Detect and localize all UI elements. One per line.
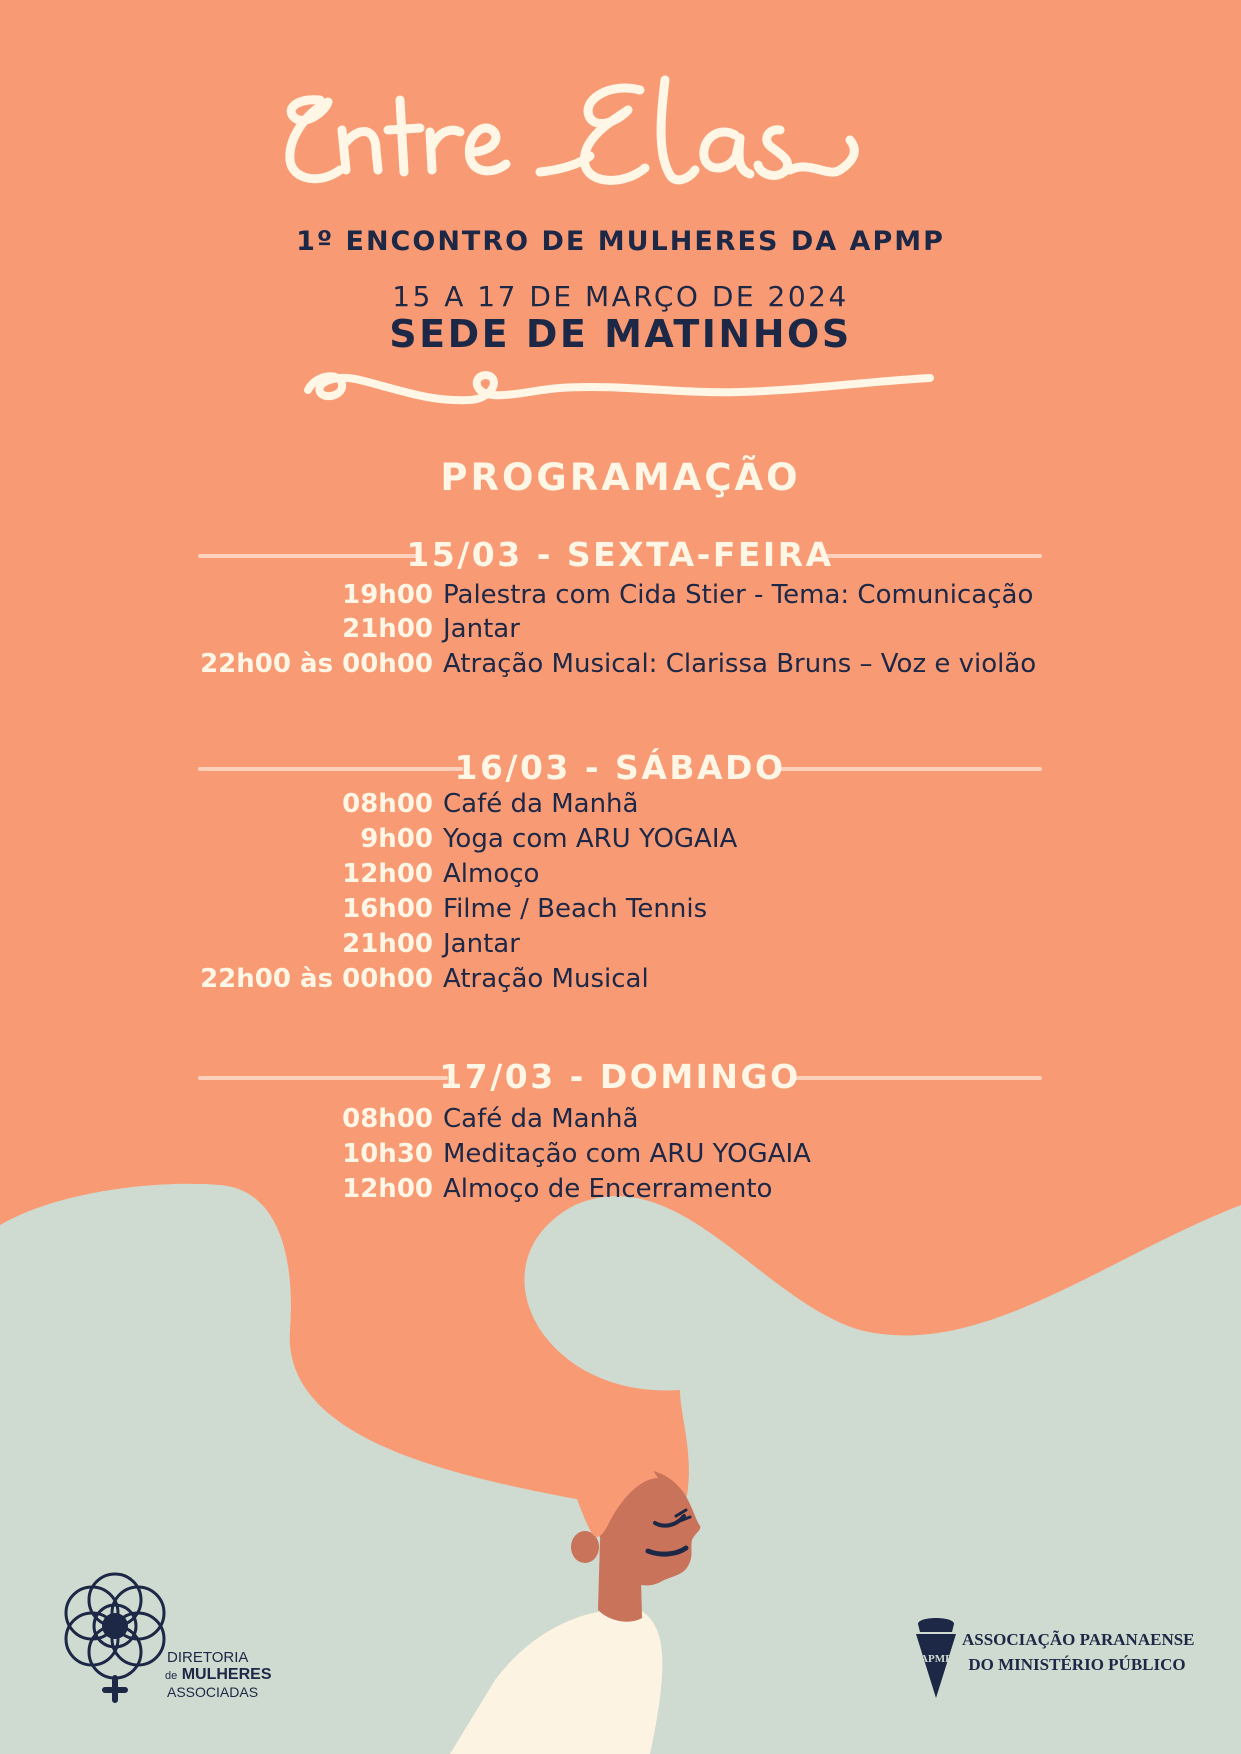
- event-venue: SEDE DE MATINHOS: [389, 312, 852, 356]
- event-time: 21h00: [342, 929, 433, 959]
- logo-text-mulheres-word: MULHERES: [181, 1666, 272, 1683]
- schedule-row: [0, 927, 1241, 962]
- day-label: 17/03 - DOMINGO: [439, 1057, 801, 1096]
- event-time: 08h00: [342, 1104, 433, 1134]
- flower-of-life-venus-icon: [55, 1570, 178, 1705]
- day-label: 15/03 - SEXTA-FEIRA: [406, 535, 834, 574]
- day-label: 16/03 - SÁBADO: [454, 748, 786, 787]
- time-separator: às: [300, 649, 334, 679]
- schedule-row: [0, 822, 1241, 857]
- diretoria-logo: [55, 1565, 285, 1705]
- event-time-range: [200, 962, 433, 997]
- apmp-logo: [912, 1610, 1195, 1700]
- schedule-row: [0, 1172, 1241, 1207]
- schedule-row: [0, 962, 1241, 997]
- apmp-emblem-icon: [912, 1610, 960, 1700]
- event-time: 12h00: [342, 1174, 433, 1204]
- apmp-name-line1: ASSOCIAÇÃO PARANAENSE: [962, 1630, 1195, 1649]
- time-separator: às: [300, 964, 334, 994]
- event-time: 9h00: [360, 824, 433, 854]
- day-header: [198, 746, 1042, 790]
- logo-text-diretoria: DIRETORIA: [167, 1649, 249, 1666]
- event-time: 10h30: [342, 1139, 433, 1169]
- event-dates: 15 A 17 DE MARÇO DE 2024: [392, 280, 849, 313]
- schedule-row: [0, 1102, 1241, 1137]
- time-end: 00h00: [342, 964, 433, 994]
- event-time-range: [200, 647, 433, 682]
- event-time: 19h00: [342, 580, 433, 610]
- event-activity: Palestra com Cida Stier - Tema: Comunicação: [443, 580, 1034, 610]
- logo-text-de: de: [165, 1670, 178, 1682]
- script-title-logo: [280, 60, 960, 220]
- schedule-row: [0, 1137, 1241, 1172]
- day-header: [198, 1055, 1042, 1099]
- logo-text-associadas: ASSOCIADAS: [167, 1684, 259, 1700]
- event-activity: Almoço: [443, 859, 540, 889]
- event-activity: Filme / Beach Tennis: [443, 894, 708, 924]
- logo-text-mulheres: [165, 1666, 271, 1685]
- time-start: 22h00: [200, 649, 291, 679]
- time-end: 00h00: [342, 649, 433, 679]
- event-time: 08h00: [342, 789, 433, 819]
- schedule-row: [0, 647, 1241, 682]
- schedule-row: [0, 578, 1241, 613]
- event-activity: Café da Manhã: [443, 1104, 639, 1134]
- day-header: [198, 533, 1042, 577]
- event-activity: Atração Musical: Clarissa Bruns – Voz e violão: [443, 649, 1037, 679]
- apmp-name-line2: DO MINISTÉRIO PÚBLICO: [968, 1655, 1186, 1674]
- event-time: 12h00: [342, 859, 433, 889]
- event-activity: Jantar: [443, 929, 520, 959]
- program-title: PROGRAMAÇÃO: [440, 456, 801, 499]
- event-activity: Meditação com ARU YOGAIA: [443, 1139, 811, 1169]
- decorative-swash: [300, 362, 940, 412]
- emblem-text: APMP: [920, 1653, 952, 1665]
- schedule-row: [0, 892, 1241, 927]
- event-time: 16h00: [342, 894, 433, 924]
- event-subtitle: 1º ENCONTRO DE MULHERES DA APMP: [296, 226, 945, 257]
- event-activity: Atração Musical: [443, 964, 649, 994]
- schedule-row: [0, 857, 1241, 892]
- schedule-row: [0, 787, 1241, 822]
- event-activity: Jantar: [443, 614, 520, 644]
- event-activity: Almoço de Encerramento: [443, 1174, 773, 1204]
- event-activity: Yoga com ARU YOGAIA: [443, 824, 738, 854]
- time-start: 22h00: [200, 964, 291, 994]
- event-activity: Café da Manhã: [443, 789, 639, 819]
- schedule-row: [0, 612, 1241, 647]
- event-time: 21h00: [342, 614, 433, 644]
